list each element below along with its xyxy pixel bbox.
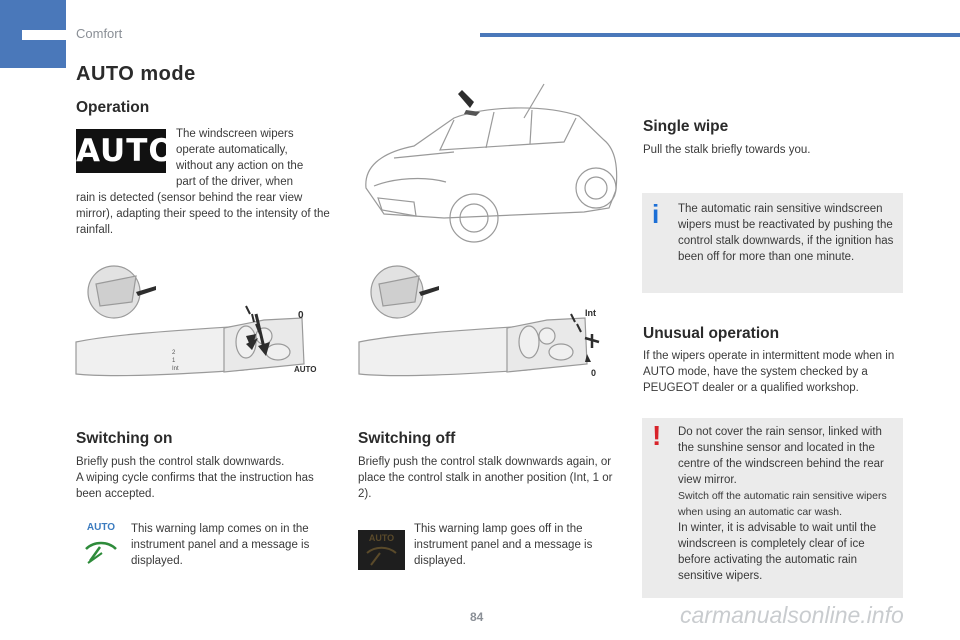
svg-text:Int: Int: [172, 366, 179, 372]
lamp-off-label: AUTO: [368, 533, 395, 543]
info-note-text: The automatic rain sensitive windscreen wipers must be reactivated by pushing the control stalk downwards, if the ignition has been off for more than one minute.: [678, 203, 894, 263]
switching-off-text: Briefly push the control stalk downwards again, or place the control stalk in another position (Int, 1 or 2).: [358, 456, 613, 500]
warning-note: [642, 418, 903, 598]
single-wipe-heading: Single wipe: [643, 118, 729, 135]
stalk-left-label-top: 0: [298, 310, 304, 321]
info-icon: i: [652, 199, 660, 229]
svg-text:1: 1: [172, 358, 176, 364]
stalk-right-label-top: Int: [585, 308, 596, 318]
page-title: AUTO mode: [76, 63, 196, 85]
chapter-tab-notch: [22, 30, 66, 40]
switching-off-heading: Switching off: [358, 430, 456, 447]
stalk-illustration-switch-on: [74, 258, 328, 392]
watermark: carmanualsonline.info: [680, 602, 904, 628]
section-label: Comfort: [76, 26, 123, 41]
switching-on-lamp-text: This warning lamp comes on in the instrument panel and a message is displayed.: [131, 523, 310, 567]
single-wipe-text: Pull the stalk briefly towards you.: [643, 144, 811, 156]
stalk-left-label-bottom: AUTO: [294, 365, 317, 374]
svg-text:2: 2: [172, 350, 176, 356]
auto-wiper-lamp-on: [78, 522, 124, 570]
car-illustration: [354, 78, 622, 250]
unusual-operation-heading: Unusual operation: [643, 325, 780, 342]
operation-text-short: The windscreen wipers operate automatically, without any action on the part of the driver, when: [176, 128, 304, 188]
operation-text-long: rain is detected (sensor behind the rear view mirror), adapting their speed to the intensity of the rainfall.: [76, 192, 330, 236]
stalk-illustration-switch-off: [357, 258, 611, 392]
warning-note-text-2: Switch off the automatic rain sensitive wipers when using an automatic car wash.: [678, 490, 887, 518]
page-number: 84: [470, 610, 484, 624]
auto-badge: AUTO: [76, 129, 166, 173]
stalk-right-label-bottom: 0: [591, 368, 597, 378]
switching-on-text: Briefly push the control stalk downwards. A wiping cycle confirms that the instruction has been accepted.: [76, 456, 314, 500]
switching-off-lamp-text: This warning lamp goes off in the instrument panel and a message is displayed.: [414, 523, 593, 567]
info-note: [642, 193, 903, 293]
warning-note-text-1: Do not cover the rain sensor, linked with the sunshine sensor and located in the centre of the windscreen behind the rear view mirror.: [678, 426, 884, 486]
lamp-on-label: AUTO: [86, 522, 116, 533]
unusual-operation-text: If the wipers operate in intermittent mode when in AUTO mode, have the system checked by a PEUGEOT dealer or a qualified workshop.: [643, 350, 895, 394]
header-rule: [480, 33, 960, 37]
switching-on-heading: Switching on: [76, 430, 173, 447]
wiper-lamp-off-icon: [358, 543, 405, 569]
operation-heading: Operation: [76, 99, 150, 116]
warning-note-text-3: In winter, it is advisable to wait until the windscreen is completely clear of ice before activating the automatic rain sensitive wipers.: [678, 522, 877, 582]
wiper-lamp-on-icon: [78, 533, 124, 567]
warning-icon: !: [652, 420, 662, 451]
auto-wiper-lamp-off: [358, 530, 405, 570]
